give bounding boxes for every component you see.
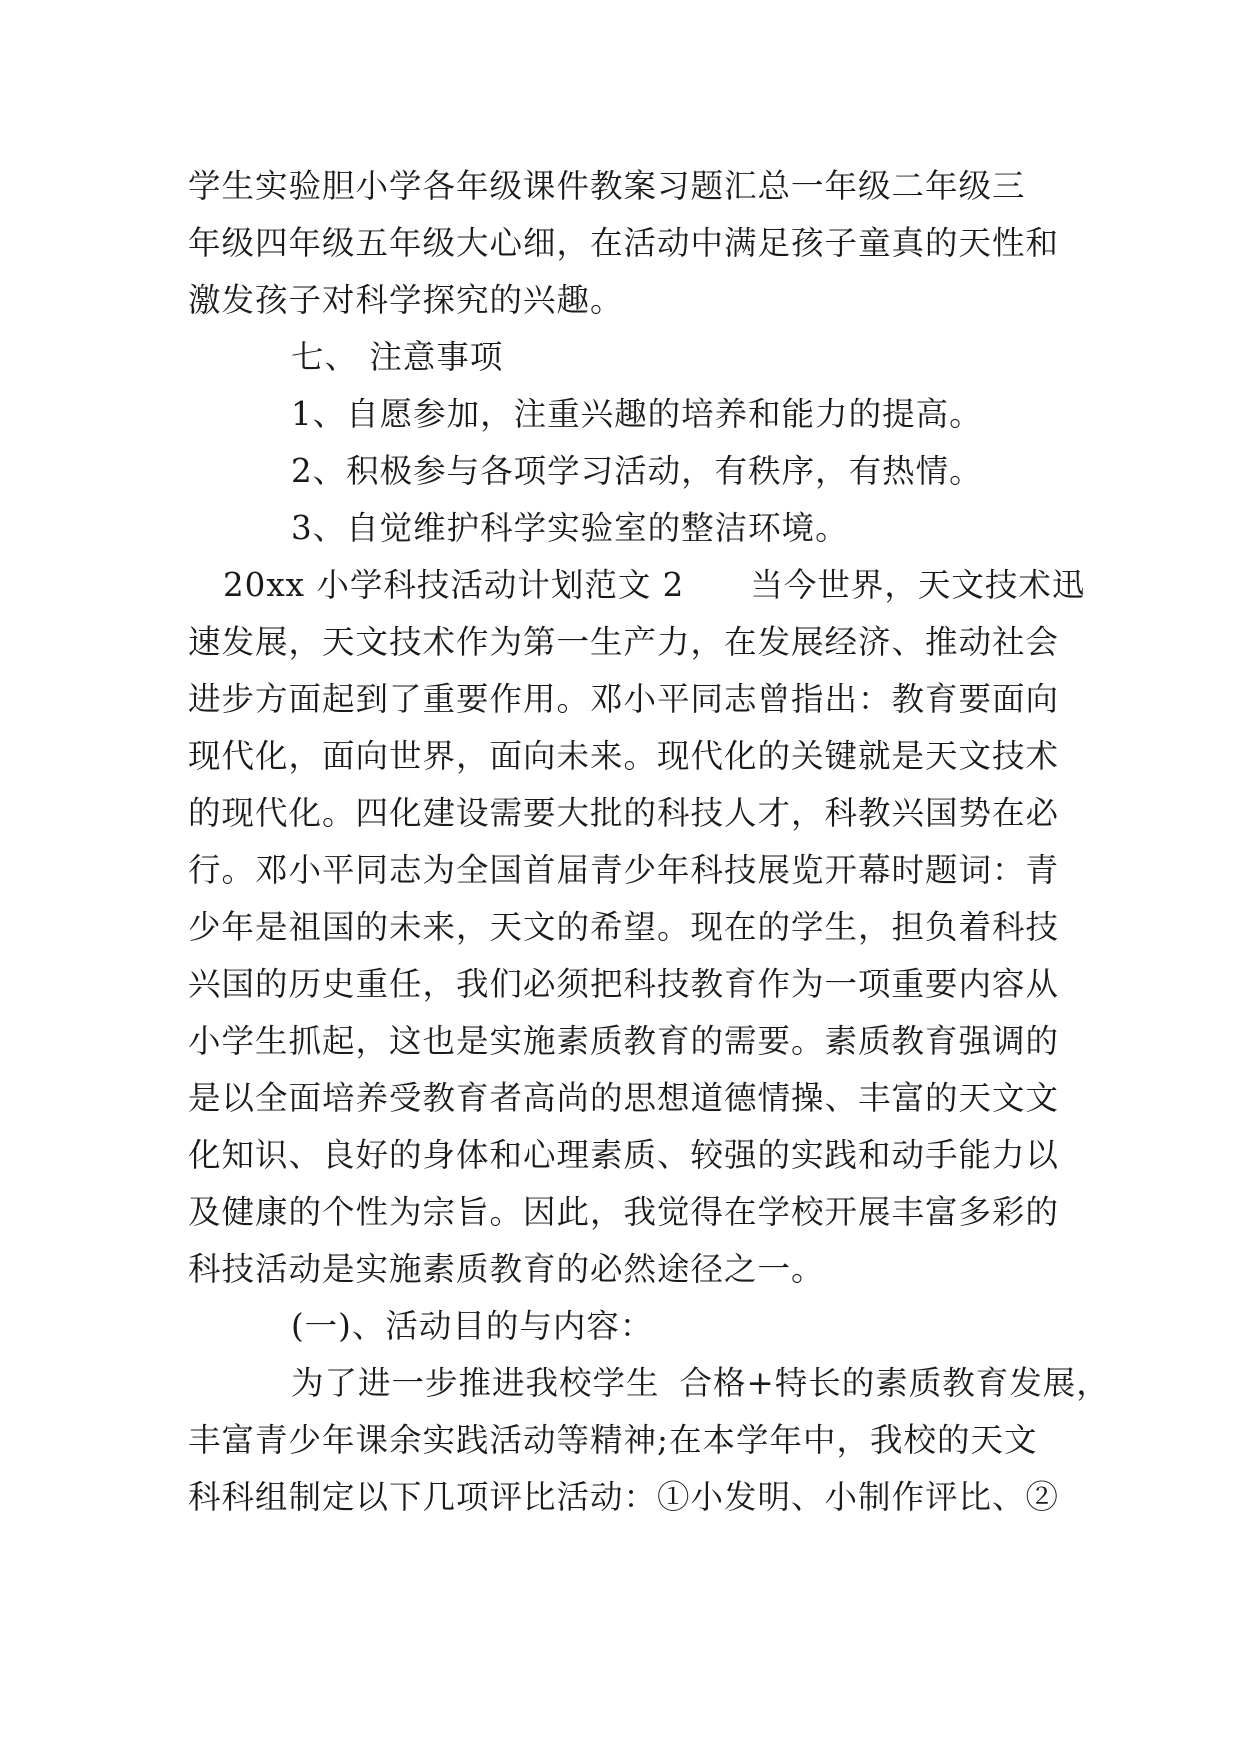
paragraph-continued: 合格+特长的素质教育发展， <box>679 1364 1110 1402</box>
paragraph-line: 兴国的历史重任，我们必须把科技教育作为一项重要内容从 <box>188 965 1060 1003</box>
paragraph-line: 现代化，面向世界，面向未来。现代化的关键就是天文技术 <box>188 737 1060 775</box>
document-section-title: 20xx 小学科技活动计划范文 2 <box>223 566 685 604</box>
paragraph-line: 及健康的个性为宗旨。因此，我觉得在学校开展丰富多彩的 <box>188 1193 1060 1231</box>
list-item: 3、自觉维护科学实验室的整洁环境。 <box>291 509 849 547</box>
list-item: 2、积极参与各项学习活动，有秩序，有热情。 <box>291 452 983 490</box>
paragraph-line: 年级四年级五年级大心细，在活动中满足孩子童真的天性和 <box>188 224 1060 262</box>
paragraph-line: 速发展，天文技术作为第一生产力，在发展经济、推动社会 <box>188 623 1060 661</box>
paragraph-line: 是以全面培养受教育者高尚的思想道德情操、丰富的天文文 <box>188 1079 1060 1117</box>
paragraph-line <box>188 557 1086 614</box>
paragraph-line: 激发孩子对科学探究的兴趣。 <box>188 281 624 319</box>
paragraph-line: 的现代化。四化建设需要大批的科技人才，科教兴国势在必 <box>188 794 1060 832</box>
paragraph-start: 当今世界，天文技术迅 <box>750 566 1086 604</box>
paragraph-line: 学生实验胆小学各年级课件教案习题汇总一年级二年级三 <box>188 167 1026 205</box>
paragraph-line: 科科组制定以下几项评比活动：①小发明、小制作评比、② <box>188 1478 1060 1516</box>
section-heading: 七、 注意事项 <box>291 338 504 376</box>
paragraph-start: 为了进一步推进我校学生 <box>291 1364 660 1402</box>
paragraph-line: 丰富青少年课余实践活动等精神;在本学年中，我校的天文 <box>188 1421 1038 1459</box>
paragraph-line: 少年是祖国的未来，天文的希望。现在的学生，担负着科技 <box>188 908 1060 946</box>
paragraph-line <box>188 1355 1110 1412</box>
list-item: 1、自愿参加，注重兴趣的培养和能力的提高。 <box>291 395 983 433</box>
paragraph-line: 行。邓小平同志为全国首届青少年科技展览开幕时题词：青 <box>188 851 1060 889</box>
paragraph-line: 化知识、良好的身体和心理素质、较强的实践和动手能力以 <box>188 1136 1060 1174</box>
paragraph-line: 科技活动是实施素质教育的必然途径之一。 <box>188 1250 825 1288</box>
section-heading: (一)、活动目的与内容： <box>291 1307 654 1345</box>
paragraph-line: 进步方面起到了重要作用。邓小平同志曾指出：教育要面向 <box>188 680 1060 718</box>
paragraph-line: 小学生抓起，这也是实施素质教育的需要。素质教育强调的 <box>188 1022 1060 1060</box>
document-body <box>188 158 1110 1526</box>
